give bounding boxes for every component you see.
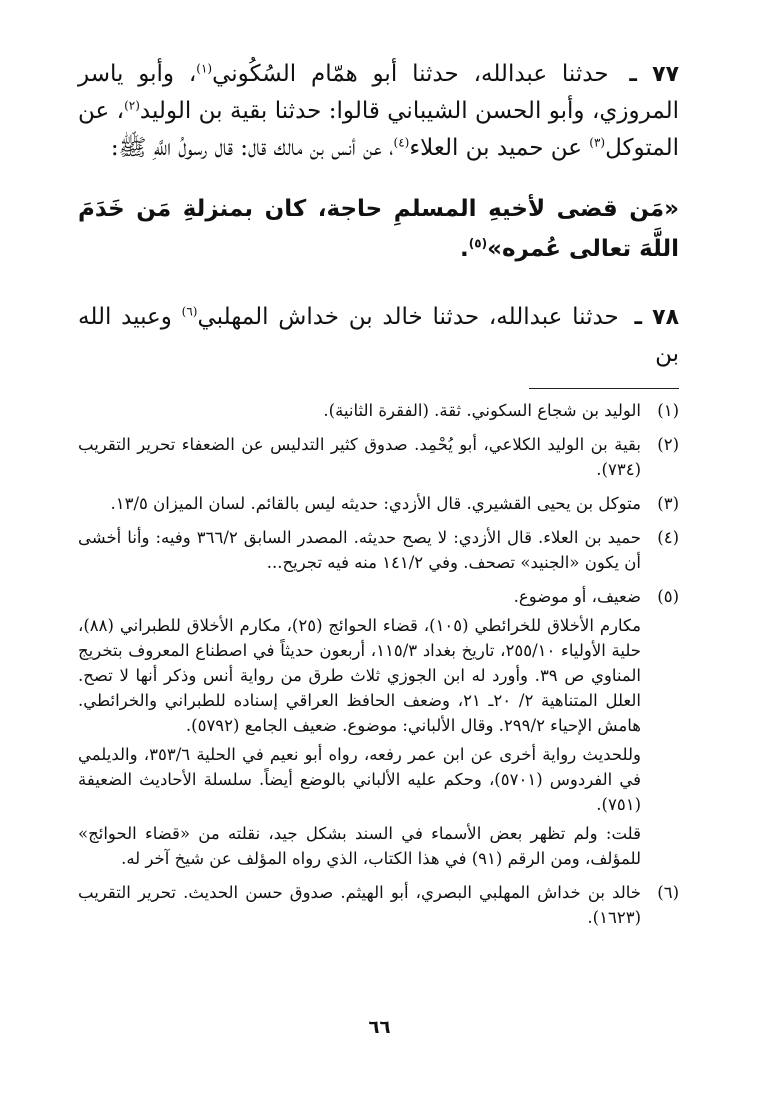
footnote-text: حميد بن العلاء. قال الأزدي: لا يصح حديثه. المصدر السابق ٣٦٦/٢ وفيه: وأنا أخشى أن يكون «الجنيد» تصحف. وفي ١٤١/٢ منه فيه تجريح... [78, 528, 642, 572]
hadith-text: ، وأبو ياسر المروزي، وأبو الحسن الشيباني قالوا: حدثنا بقية بن الوليد [78, 61, 679, 124]
hadith-text: حدثنا عبدالله، حدثنا خالد بن خداش المهلبي [197, 304, 619, 330]
main-text [78, 56, 679, 373]
footnote [78, 491, 679, 520]
hadith-78 [78, 299, 679, 373]
footnote-divider [529, 388, 679, 389]
footnote-number: (١) [657, 401, 679, 420]
footnote-text: وللحديث رواية أخرى عن ابن عمر رفعه، رواه أبو نعيم في الحلية ٣٥٣/٦، والديلمي في الفردوس (٥٧٠١)، وحكم عليه الألباني بالوضع أيضاً. سلسلة الأحاديث الضعيفة (٧٥١). [78, 745, 641, 814]
footnote-ref: (٣) [589, 135, 606, 150]
footnote-text: خالد بن خداش المهلبي البصري، أبو الهيثم. صدوق حسن الحديث. تحرير التقريب (١٦٢٣). [78, 883, 641, 927]
footnote-body [78, 432, 641, 486]
hadith-text: عن حميد بن العلاء [409, 135, 590, 161]
footnote-number: (٣) [657, 494, 679, 513]
footnote-ref: (٤) [393, 135, 410, 150]
footnote-text: الوليد بن شجاع السكوني. ثقة. (الفقرة الثانية). [323, 401, 641, 420]
footnote [78, 525, 679, 579]
footnote [78, 432, 679, 486]
hadith-text: ، عن أنس بن مالك قال: قال رسولُ اللَّهِ ﷺ: [110, 135, 394, 161]
hadith-text: حدثنا عبدالله، حدثنا أبو همّام السُكُوني [212, 61, 609, 87]
footnote-number: (٦) [657, 883, 679, 902]
footnote [78, 584, 679, 875]
footnote-body [78, 525, 641, 579]
footnote-number: (٥) [657, 587, 679, 606]
footnote-body [78, 398, 641, 427]
footnote-body [78, 880, 641, 934]
hadith-77 [78, 56, 679, 167]
hadith-text: ، عن المتوكل [78, 98, 679, 161]
quote-end: . [460, 236, 469, 262]
footnote-number: (٢) [657, 435, 679, 454]
hadith-quote [78, 189, 679, 269]
footnote-number: (٤) [657, 528, 679, 547]
hadith-number: ٧٧ ـ [629, 62, 679, 87]
footnote-body [78, 584, 641, 875]
footnote-body [78, 491, 641, 520]
footnote-text: مكارم الأخلاق للخرائطي (١٠٥)، قضاء الحوائج (٢٥)، مكارم الأخلاق للطبراني (٨٨)، حلية الأولياء ٢٥٥/١٠، تاريخ بغداد ١١٥/٣، أربعون حديثاً في اصطناع المعروف بتخريج المناوي ص ٣٩. وأورد له ابن الجوزي ثلاث طرق من رواية أنس وذكر أنها لا تصح. العلل المتناهية ٢/ ٢٠ـ ٢١، وضعف الحافظ العراقي إسناده للطبراني والخرائطي. هامش الإحياء ٢٩٩/٢. وقال الألباني: موضوع. ضعيف الجامع (٥٧٩٢). [78, 616, 641, 735]
footnote-ref: (٥) [468, 236, 488, 251]
hadith-text: وعبيد الله بن [78, 304, 679, 367]
footnotes [78, 398, 679, 939]
footnote-text: متوكل بن يحيى القشيري. قال الأزدي: حديثه ليس بالقائم. لسان الميزان ١٣/٥. [110, 494, 641, 513]
hadith-number: ٧٨ ـ [634, 305, 680, 330]
footnote-text: ضعيف، أو موضوع. [513, 587, 641, 606]
footnote [78, 880, 679, 934]
footnote [78, 398, 679, 427]
quote-text: «مَن قضى لأخيهِ المسلمِ حاجة، كان بمنزلةِ مَن خَدَمَ اللَّهَ تعالى عُمره» [78, 196, 679, 262]
footnote-ref: (٦) [181, 304, 198, 319]
page-number: ٦٦ [368, 1017, 391, 1038]
footnote-text: بقية بن الوليد الكلاعي، أبو يُحْمِد. صدوق كثير التدليس عن الضعفاء تحرير التقريب (٧٣٤). [78, 435, 641, 479]
footnote-ref: (٢) [124, 98, 140, 113]
footnote-text: قلت: ولم تظهر بعض الأسماء في السند بشكل جيد، نقلته من «قضاء الحوائج» للمؤلف، ومن الرقم (٩١) في هذا الكتاب، الذي رواه المؤلف عن شيخ آخر له. [78, 824, 641, 868]
footnote-ref: (١) [196, 61, 213, 76]
